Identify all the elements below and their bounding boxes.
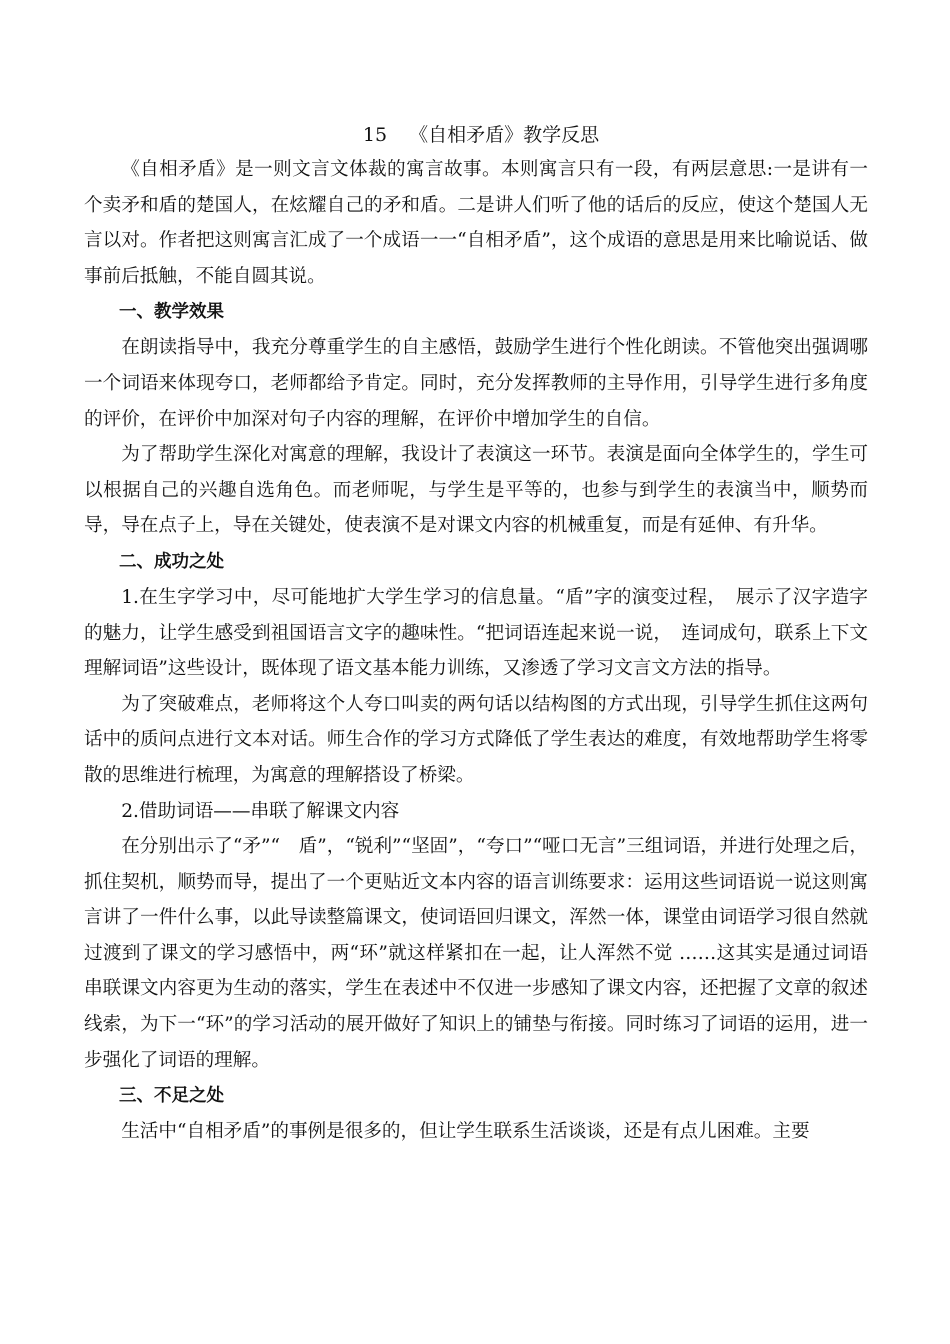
title-text: 《自相矛盾》教学反思	[409, 124, 600, 146]
intro-paragraph: 《自相矛盾》是一则文言文体裁的寓言故事。本则寓言只有一段，有两层意思:一是讲有一个卖矛和盾的楚国人，在炫耀自己的矛和盾。二是讲人们听了他的话后的反应，使这个楚国人无言以对。作者把这则寓言汇成了一个成语一一“自相矛盾”，这个成语的意思是用来比喻说话、做事前后抵触，不能自圆其说。	[84, 159, 868, 287]
subheading-word-linking: 2.借助词语——串联了解课文内容	[121, 800, 400, 822]
paragraph-shortcomings: 生活中“自相矛盾”的事例是很多的，但让学生联系生活谈谈，还是有点儿困难。主要	[121, 1121, 810, 1143]
section-heading-shortcomings: 三、不足之处	[119, 1086, 224, 1107]
paragraph-reading-guidance: 在朗读指导中，我充分尊重学生的自主感悟，鼓励学生进行个性化朗读。不管他突出强调哪一个词语来体现夸口，老师都给予肯定。同时，充分发挥教师的主导作用，引导学生进行多角度的评价，在评价中加深对句子内容的理解，在评价中增加学生的自信。	[84, 337, 868, 430]
lesson-number: 15	[362, 124, 388, 146]
paragraph-character-learning: 1.在生字学习中，尽可能地扩大学生学习的信息量。“盾”字的演变过程， 展示了汉字造字的魅力，让学生感受到祖国语言文字的趣味性。“把词语连起来说一说， 连词成句，联系上下文理解词语”这些设计，既体现了语文基本能力训练，又渗透了学习文言文方法的指导。	[84, 586, 868, 680]
paragraph-performance: 为了帮助学生深化对寓意的理解，我设计了表演这一环节。表演是面向全体学生的，学生可以根据自己的兴趣自选角色。而老师呢，与学生是平等的，也参与到学生的表演当中，顺势而导，导在点子上，导在关键处，使表演不是对课文内容的机械重复，而是有延伸、有升华。	[84, 444, 868, 537]
paragraph-word-linking: 在分别出示了“矛”“ 盾”，“锐利”“坚固”，“夸口”“哑口无言”三组词语，并进行处理之后，抓住契机，顺势而导，提出了一个更贴近文本内容的语言训练要求：运用这些词语说一说这则寓言讲了一件什么事，以此导读整篇课文，使词语回归课文，浑然一体，课堂由词语学习很自然就过渡到了课文的学习感悟中，两“环”就这样紧扣在一起，让人浑然不觉 ……这其实是通过词语串联课文内容更为生动的落实，学生在表述中不仅进一步感知了课文内容，还把握了文章的叙述线索，为下一“环”的学习活动的展开做好了知识上的铺垫与衔接。同时练习了词语的运用，进一步强化了词语的理解。	[84, 836, 868, 1071]
section-heading-teaching-effect: 一、教学效果	[119, 302, 224, 323]
page-title	[84, 118, 868, 152]
paragraph-difficulty: 为了突破难点，老师将这个人夸口叫卖的两句话以结构图的方式出现，引导学生抓住这两句话中的质问点进行文本对话。师生合作的学习方式降低了学生表达的难度，有效地帮助学生将零散的思维进行梳理，为寓意的理解搭设了桥梁。	[84, 693, 868, 786]
section-heading-successes: 二、成功之处	[119, 551, 224, 572]
document-body	[84, 118, 868, 1150]
